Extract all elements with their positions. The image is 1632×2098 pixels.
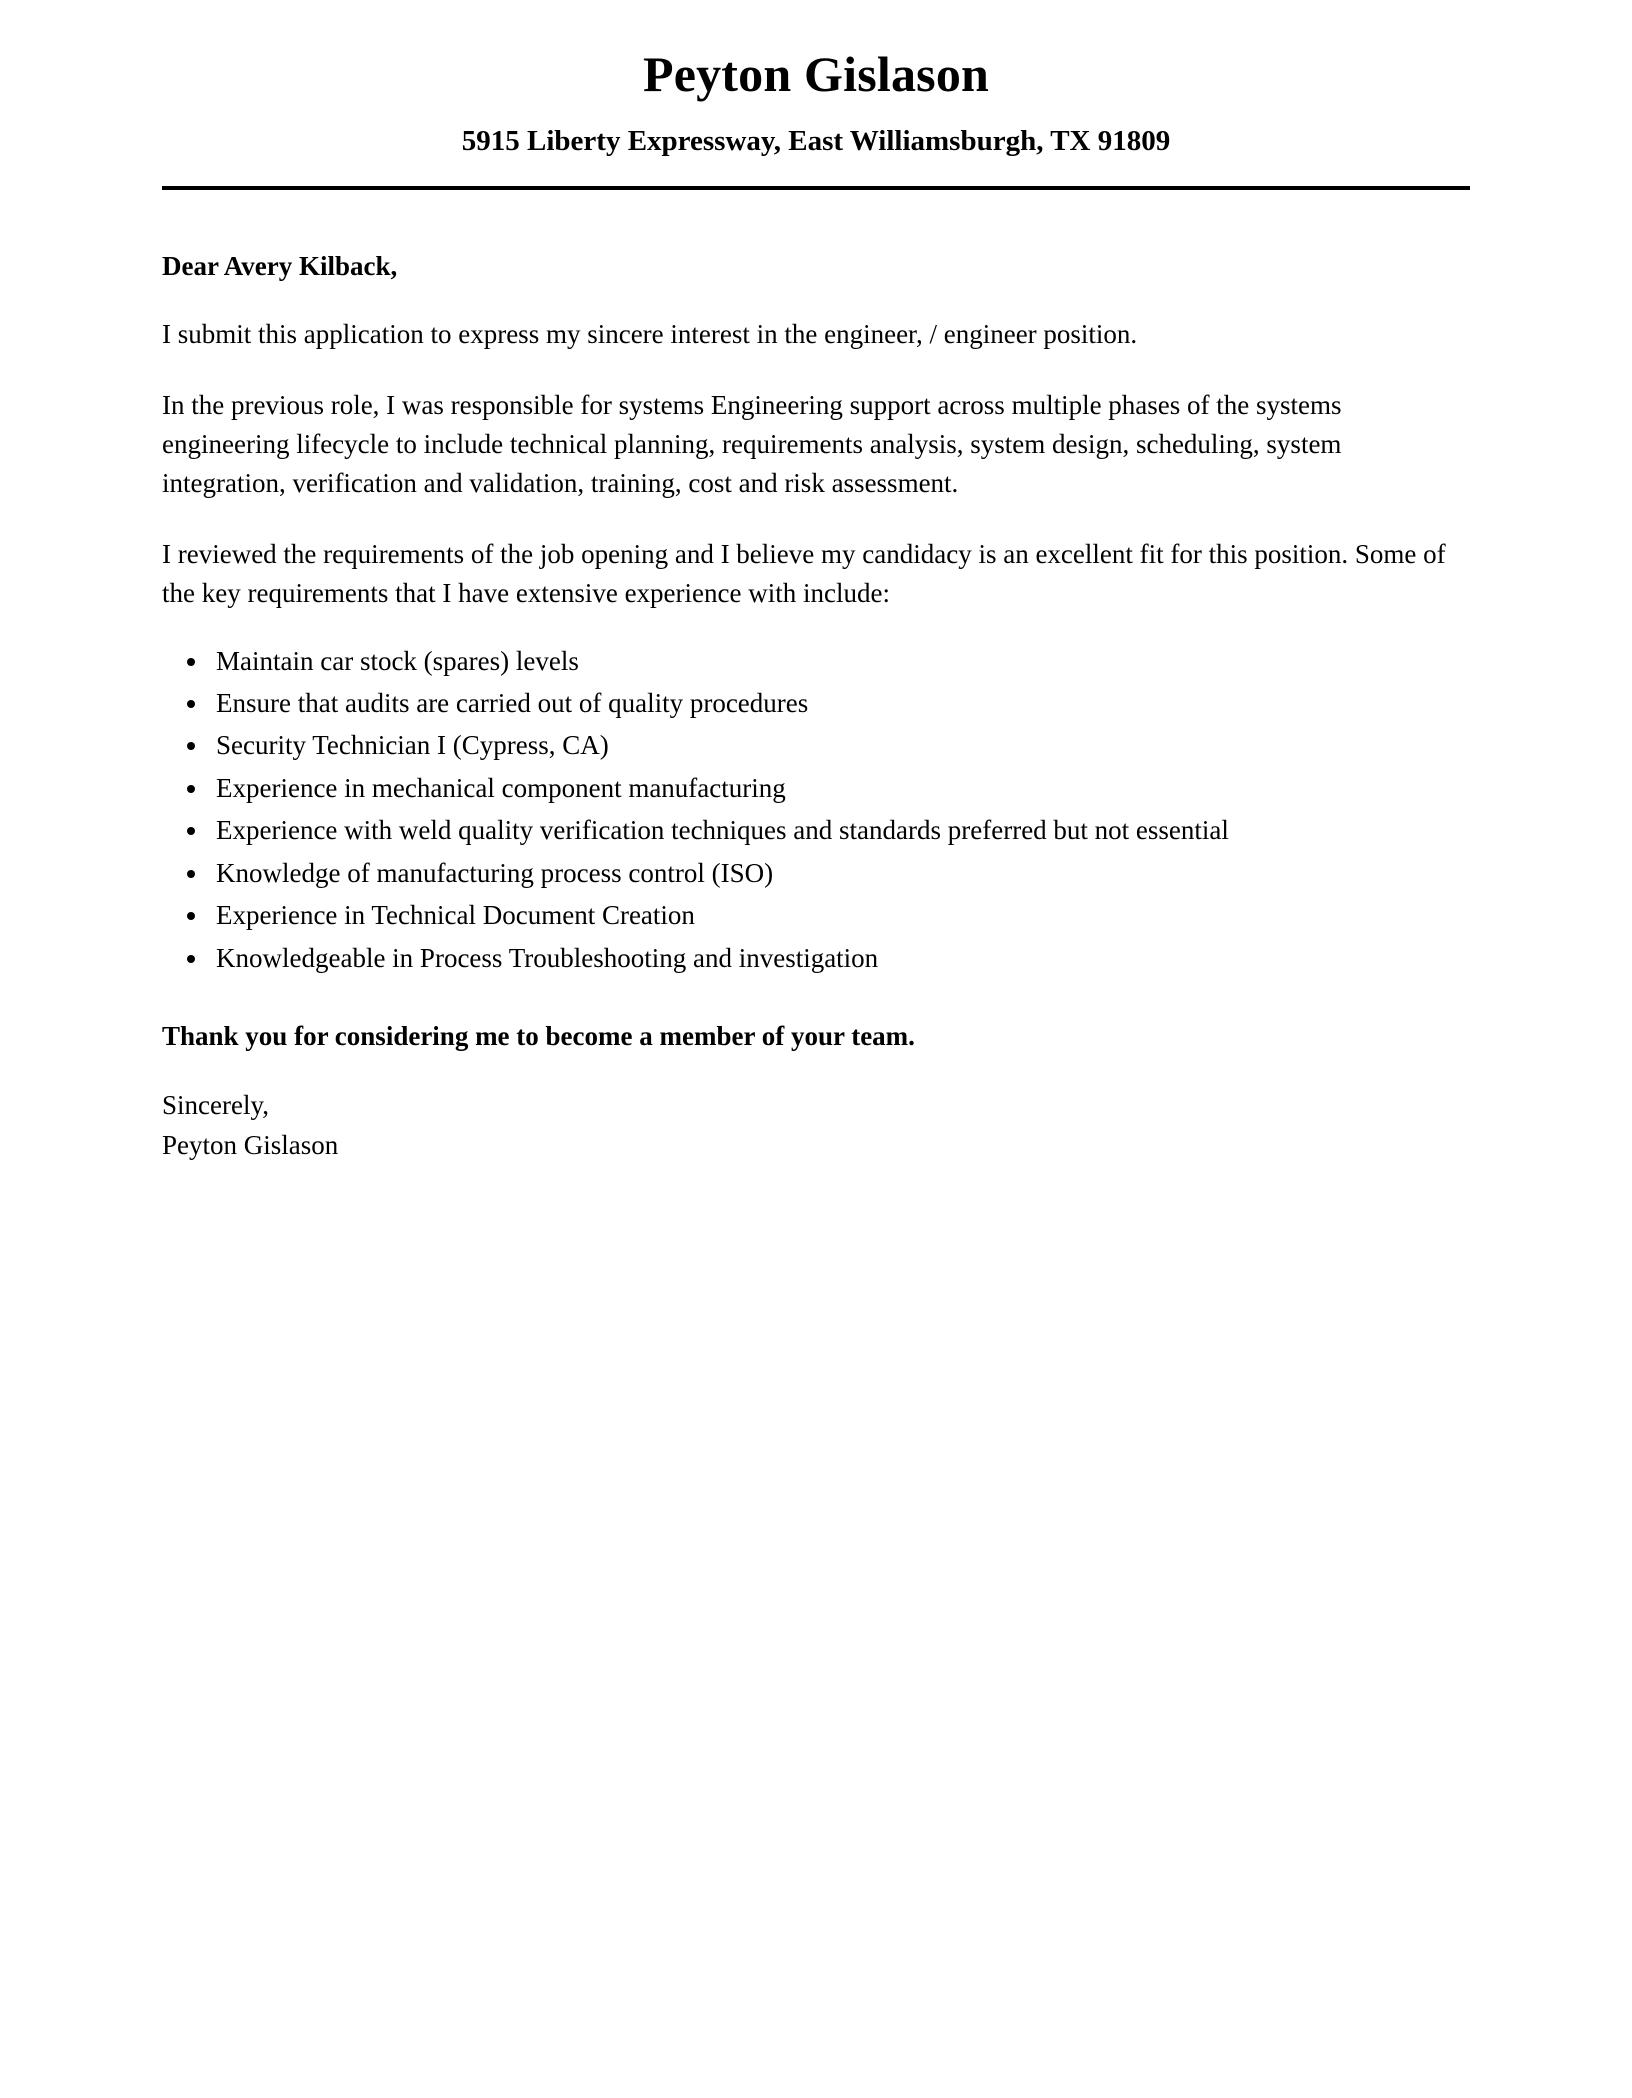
letterhead: [0, 0, 1632, 190]
closing-valediction: Sincerely,: [162, 1090, 269, 1121]
list-item: • Knowledge of manufacturing process control (ISO): [210, 854, 1471, 893]
letterhead-address: 5915 Liberty Expressway, East Williamsburgh, TX 91809: [461, 125, 1171, 157]
list-item: • Experience in Technical Document Creation: [210, 896, 1471, 935]
salutation: Dear Avery Kilback,: [162, 250, 398, 281]
page-title: Peyton Gislason: [642, 46, 990, 102]
paragraph-experience: In the previous role, I was responsible for systems Engineering support across multiple phases of the systems engineering lifecycle to include technical planning, requirements analysis, system design, scheduling, system integration, verification and validation, training, cost and risk assessment.: [162, 389, 1342, 499]
letter-body: [161, 248, 1471, 1165]
thank-you-line: Thank you for considering me to become a member of your team.: [162, 1020, 915, 1051]
list-item: • Ensure that audits are carried out of quality procedures: [210, 684, 1471, 723]
requirements-list: [162, 642, 1471, 978]
list-item: • Experience with weld quality verification techniques and standards preferred but not essential: [210, 811, 1471, 850]
paragraph-intro: I submit this application to express my sincere interest in the engineer, / engineer position.: [162, 319, 1138, 350]
paragraph-requirements-intro: I reviewed the requirements of the job opening and I believe my candidacy is an excellent fit for this position. Some of the key requirements that I have extensive experience with include:: [162, 538, 1446, 609]
list-item: • Knowledgeable in Process Troubleshooting and investigation: [210, 939, 1471, 978]
closing-block: [162, 1086, 1471, 1165]
list-item: • Experience in mechanical component manufacturing: [210, 769, 1471, 808]
closing-signature: Peyton Gislason: [162, 1129, 339, 1160]
list-item: • Security Technician I (Cypress, CA): [210, 726, 1471, 765]
header-divider: [162, 186, 1470, 190]
list-item: • Maintain car stock (spares) levels: [210, 642, 1471, 681]
